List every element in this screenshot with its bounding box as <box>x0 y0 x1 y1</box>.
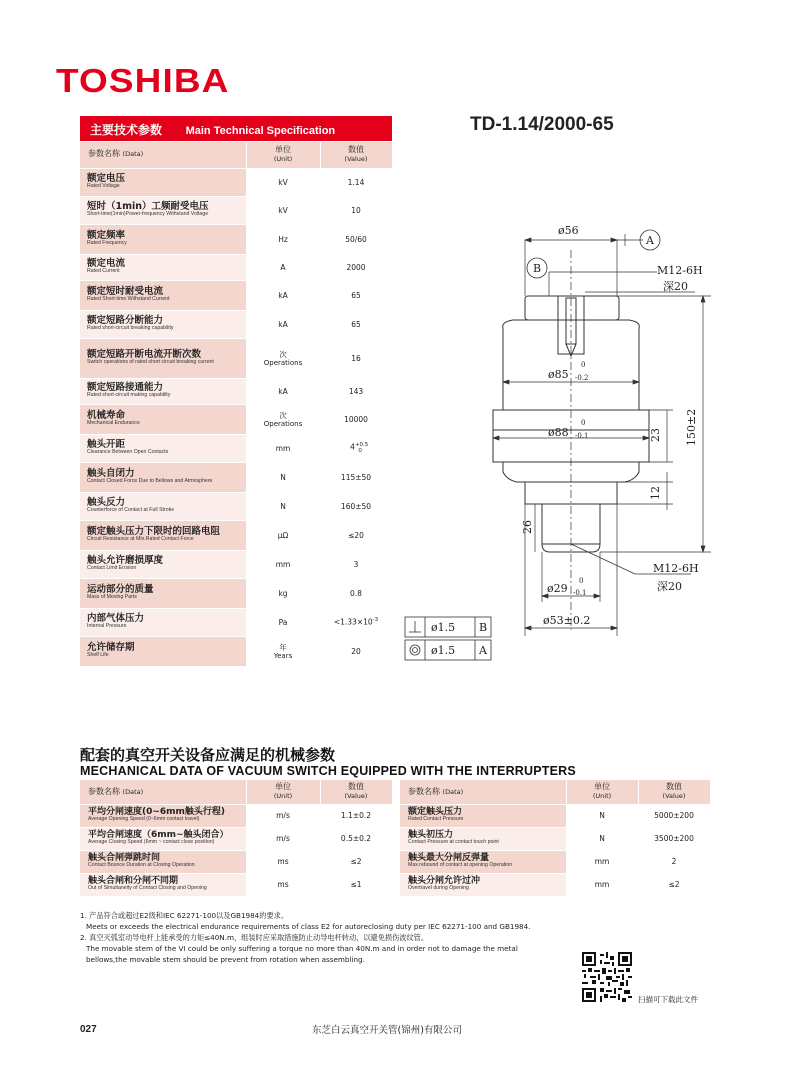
mech-left-column-headers <box>80 780 392 804</box>
spec-param-en: Internal Pressure <box>87 623 127 630</box>
spec-param-cn: 额定短路接通能力 <box>87 382 164 394</box>
spec-unit-en: Operations <box>263 359 303 367</box>
spec-param-en: Counterforce of Contact at Full Stroke <box>87 507 175 514</box>
spec-unit: kA <box>278 386 288 396</box>
spec-unit: kg <box>278 588 288 598</box>
spec-param-cn: 额定短路开断电流开断次数 <box>87 349 202 361</box>
note-1-en: Meets or exceeds the electrical endurance requirements of class E2 for autoreclosing duty per IEC 62271-100 and GB1984. <box>86 922 531 931</box>
spec-param-cn: 额定频率 <box>87 230 126 242</box>
tolerance-2-ref: A <box>479 644 487 657</box>
tolerance-1-value: ø1.5 <box>431 621 456 634</box>
spec-unit: A <box>280 262 286 272</box>
mech-param-cn: 触头合闸弹跳时间 <box>88 853 161 864</box>
dim-26: 26 <box>521 520 534 534</box>
mech-table-left <box>80 780 393 897</box>
spec-value: 2000 <box>346 262 366 272</box>
mech-row <box>80 827 392 850</box>
dim-d85-tol-up: 0 <box>581 361 586 369</box>
spec-param-en: Rated short-circuit breaking capability <box>87 325 174 332</box>
dim-d85-tol-dn: -0.2 <box>575 374 589 382</box>
spec-value: ≤20 <box>348 530 364 540</box>
dim-d29-tol-dn: -0.1 <box>573 589 587 597</box>
mech-param-cn: 额定触头压力 <box>408 807 463 818</box>
spec-unit: 年 <box>279 643 287 652</box>
spec-value: 10000 <box>344 414 368 424</box>
mech-col-value-en-2: (Value) <box>662 791 686 800</box>
spec-row <box>80 578 392 608</box>
spec-unit: Pa <box>278 617 288 627</box>
col-unit-cn: 单位 <box>275 145 291 155</box>
spec-row <box>80 310 392 338</box>
dim-d29: ø29 <box>547 582 568 595</box>
mech-value: 2 <box>671 857 677 866</box>
mech-value: ≤2 <box>668 880 680 889</box>
dim-d88-tol-dn: -0.1 <box>575 432 589 440</box>
spec-param-en: Contact Limit Erosion <box>87 565 137 572</box>
spec-row <box>80 280 392 310</box>
spec-value: 1.14 <box>347 177 365 187</box>
mech-title-en: MECHANICAL DATA OF VACUUM SWITCH EQUIPPED WITH THE INTERRUPTERS <box>80 764 576 778</box>
mech-unit: mm <box>594 857 610 866</box>
note-1-cn: 1. 产品符合或超过E2级和IEC 62271-100以及GB1984的要求。 <box>80 911 289 920</box>
mech-param-cn: 触头初压力 <box>408 830 454 841</box>
mech-unit: ms <box>277 880 289 889</box>
spec-param-cn: 额定短时耐受电流 <box>87 286 164 298</box>
spec-value-sub: 0 <box>358 448 362 454</box>
dim-150: 150±2 <box>685 408 698 446</box>
spec-param-en: Mechanical Endurance <box>87 420 140 427</box>
spec-row <box>80 550 392 578</box>
spec-value: 160±50 <box>340 501 372 511</box>
mech-unit: m/s <box>276 811 290 820</box>
dim-12: 12 <box>649 486 662 500</box>
mech-param-en: Contact Bounce Duration at Closing Operation <box>88 862 195 869</box>
mech-col-value-cn: 数值 <box>348 782 364 792</box>
spec-unit-en: Years <box>273 652 293 660</box>
mech-param-en: Rated Contact Pressure <box>408 816 464 823</box>
spec-value: 0.8 <box>350 588 362 598</box>
mech-value: 3500±200 <box>654 834 694 843</box>
note-2-en-1: The movable stem of the VI could be only suffering a torque no more than 40N.m and in order not to damage the metal <box>86 944 518 953</box>
interrupter-drawing <box>395 210 725 670</box>
mech-row <box>80 873 392 896</box>
mech-col-param-cn: 参数名称 <box>88 786 120 796</box>
spec-row <box>80 434 392 462</box>
spec-param-en: Short-time(1min)Power-frequency Withstand Voltage <box>87 211 209 218</box>
mech-value: 5000±200 <box>654 811 694 820</box>
spec-param-en: Rated Voltage <box>87 183 120 190</box>
spec-value: 50/60 <box>345 234 367 244</box>
mech-param-en: Out of Simultaneity of Contact Closing and Opening <box>88 885 207 892</box>
mech-row <box>400 827 710 850</box>
tolerance-1-ref: B <box>479 621 488 634</box>
dim-d85: ø85 <box>548 368 569 381</box>
mech-param-en: Overtravel during Opening <box>408 885 469 892</box>
qr-caption: 扫描可下载此文件 <box>638 995 698 1004</box>
dim-23: 23 <box>649 428 662 442</box>
spec-param-en: Rated Current <box>87 268 120 275</box>
top-flange <box>525 296 619 320</box>
mech-row <box>400 850 710 873</box>
mech-col-param-en-2: (Data) <box>442 787 464 796</box>
spec-param-cn: 允许储存期 <box>87 642 135 654</box>
mech-param-cn: 触头合闸和分闸不同期 <box>88 876 179 887</box>
spec-unit: 次 <box>279 350 287 359</box>
mech-value: ≤2 <box>350 857 362 866</box>
company-name: 东芝白云真空开关管(锦州)有限公司 <box>312 1025 462 1036</box>
mech-col-param-cn-2: 参数名称 <box>408 786 440 796</box>
spec-param-cn: 短时（1min）工频耐受电压 <box>87 201 209 213</box>
spec-row <box>80 608 392 636</box>
spec-unit: 次 <box>279 411 287 420</box>
spec-row <box>80 636 392 666</box>
spec-value: 16 <box>351 353 361 363</box>
spec-param-en: Rated Frequency <box>87 240 127 247</box>
col-value-en: (Value) <box>344 154 368 163</box>
spec-param-en: Clearance Between Open Contacts <box>87 449 169 456</box>
spec-column-headers <box>80 141 392 168</box>
spec-value: 10 <box>351 205 361 215</box>
mech-unit: m/s <box>276 834 290 843</box>
spec-row <box>80 196 392 224</box>
mech-right-column-headers <box>400 780 710 804</box>
spec-value-sup: +0.5 <box>354 442 369 448</box>
spec-param-en: Switch operations of rated short circuit breaking current <box>87 359 214 366</box>
mech-param-cn: 触头最大分闸反弹量 <box>408 853 490 864</box>
thread-top-label: M12-6H <box>657 264 703 277</box>
datum-b-label: B <box>533 262 542 275</box>
thread-bottom-label: M12-6H <box>653 562 699 575</box>
spec-value: 20 <box>351 646 361 656</box>
dim-d88-tol-up: 0 <box>581 419 586 427</box>
spec-value: 4 <box>350 442 355 452</box>
spec-param-cn: 触头自闭力 <box>87 468 135 480</box>
spec-row <box>80 224 392 254</box>
mech-param-cn: 触头分闸允许过冲 <box>408 876 481 887</box>
mech-row <box>400 873 710 896</box>
mech-param-cn: 平均合闸速度（6mm~触头闭合） <box>88 830 229 841</box>
spec-value: 115±50 <box>340 472 372 482</box>
mech-title-cn: 配套的真空开关设备应满足的机械参数 <box>80 746 336 764</box>
mech-unit: N <box>599 834 605 843</box>
mech-row <box>80 804 392 827</box>
dim-d56: ø56 <box>558 224 579 237</box>
spec-param-en: Mass of Moving Parts <box>87 594 137 601</box>
note-2-cn: 2. 真空灭弧室动导电杆上能承受的力矩≤40N.m，组装时应采取措施防止动导电杆转动，以避免损伤波纹管。 <box>80 933 429 942</box>
mech-param-cn: 平均分闸速度(0~6mm触头行程) <box>88 807 226 818</box>
spec-value: 143 <box>348 386 364 396</box>
mech-value: 1.1±0.2 <box>340 811 372 820</box>
spec-param-en: Rated Short-time Withstand Current <box>87 296 170 303</box>
spec-value: 65 <box>351 290 361 300</box>
spec-param-en: Shelf Life <box>87 652 109 659</box>
spec-row <box>80 492 392 520</box>
page-number: 027 <box>80 1024 97 1035</box>
spec-row <box>80 462 392 492</box>
spec-row <box>80 520 392 550</box>
spec-row <box>80 338 392 378</box>
spec-param-cn: 触头开距 <box>87 439 126 451</box>
spec-unit: Hz <box>278 234 288 244</box>
spec-unit: μΩ <box>277 530 289 540</box>
spec-table-header <box>80 116 392 141</box>
spec-value: 3 <box>353 559 359 569</box>
mech-table-right <box>400 780 711 897</box>
spec-param-en: Circuit Resistance at Min.Rated Contact Force <box>87 536 194 543</box>
spec-param-cn: 额定电流 <box>87 258 126 270</box>
mech-col-unit-en: (Unit) <box>273 791 293 800</box>
dim-d53: ø53±0.2 <box>543 614 591 627</box>
spec-unit: kV <box>278 177 288 187</box>
mech-col-value-cn-2: 数值 <box>666 782 682 792</box>
spec-unit: mm <box>275 443 291 453</box>
spec-param-cn: 额定短路分断能力 <box>87 315 164 327</box>
col-param-en: (Data) <box>122 150 144 159</box>
spec-param-cn: 机械寿命 <box>87 410 126 422</box>
model-number: TD-1.14/2000-65 <box>470 114 614 135</box>
spec-param-cn: 触头允许磨损厚度 <box>87 555 164 567</box>
spec-row <box>80 404 392 434</box>
spec-row <box>80 378 392 404</box>
mech-col-unit-cn-2: 单位 <box>594 782 610 792</box>
depth-top-label: 深20 <box>663 280 688 293</box>
spec-value: <1.33×10 <box>333 617 373 627</box>
datum-a-label: A <box>646 234 654 247</box>
col-param-cn: 参数名称 <box>88 149 120 159</box>
spec-row <box>80 168 392 196</box>
notes <box>80 910 560 965</box>
spec-unit: N <box>280 501 286 511</box>
mech-col-param-en: (Data) <box>122 787 144 796</box>
spec-title-en: Main Technical Specification <box>185 124 336 137</box>
mech-unit: N <box>599 811 605 820</box>
depth-bottom-label: 深20 <box>657 580 682 593</box>
tolerance-2-value: ø1.5 <box>431 644 456 657</box>
spec-unit: N <box>280 472 286 482</box>
mech-col-unit-cn: 单位 <box>275 782 291 792</box>
col-unit-en: (Unit) <box>273 154 293 163</box>
mech-param-en: Average Opening Speed (0~6mm contact travel) <box>88 816 200 823</box>
mech-param-en: Contact Pressure at contact touch point <box>408 839 499 846</box>
spec-table <box>80 116 393 667</box>
mech-param-en: Max.rebound of contact at opening Operation <box>408 862 513 869</box>
spec-param-cn: 额定电压 <box>87 173 126 185</box>
spec-title-cn: 主要技术参数 <box>90 122 163 137</box>
mech-row <box>80 850 392 873</box>
mech-unit: ms <box>277 857 289 866</box>
spec-value-sup: -3 <box>372 617 379 624</box>
col-value-cn: 数值 <box>348 145 364 155</box>
mech-param-en: Average Closing Speed (6mm ~ contact close position) <box>88 839 215 846</box>
spec-unit-en: Operations <box>263 420 303 428</box>
spec-row <box>80 254 392 280</box>
toshiba-logo: TOSHIBA <box>56 62 230 99</box>
qr-code[interactable] <box>582 952 632 1002</box>
dim-d29-tol-up: 0 <box>579 577 584 585</box>
mech-unit: mm <box>594 880 610 889</box>
mech-col-value-en: (Value) <box>344 791 368 800</box>
spec-param-en: Rated short-circuit making capability <box>87 392 171 399</box>
mech-col-unit-en-2: (Unit) <box>592 791 612 800</box>
spec-value: 65 <box>351 319 361 329</box>
note-2-en-2: bellows,the movable stem should be prevent from rotation when assembling. <box>86 955 365 964</box>
spec-unit: kV <box>278 205 288 215</box>
mech-value: 0.5±0.2 <box>340 834 372 843</box>
spec-param-cn: 额定触头压力下限时的回路电阻 <box>87 526 221 538</box>
spec-param-cn: 触头反力 <box>87 497 126 509</box>
mech-value: ≤1 <box>350 880 362 889</box>
spec-unit: kA <box>278 319 288 329</box>
mech-row <box>400 804 710 827</box>
spec-param-cn: 运动部分的质量 <box>87 584 154 596</box>
spec-unit: kA <box>278 290 288 300</box>
spec-param-en: Contact Closed Force Due to Bellows and Atmosphere <box>87 478 213 485</box>
dim-d88: ø88 <box>548 426 569 439</box>
spec-param-cn: 内部气体压力 <box>87 613 145 625</box>
spec-unit: mm <box>275 559 291 569</box>
